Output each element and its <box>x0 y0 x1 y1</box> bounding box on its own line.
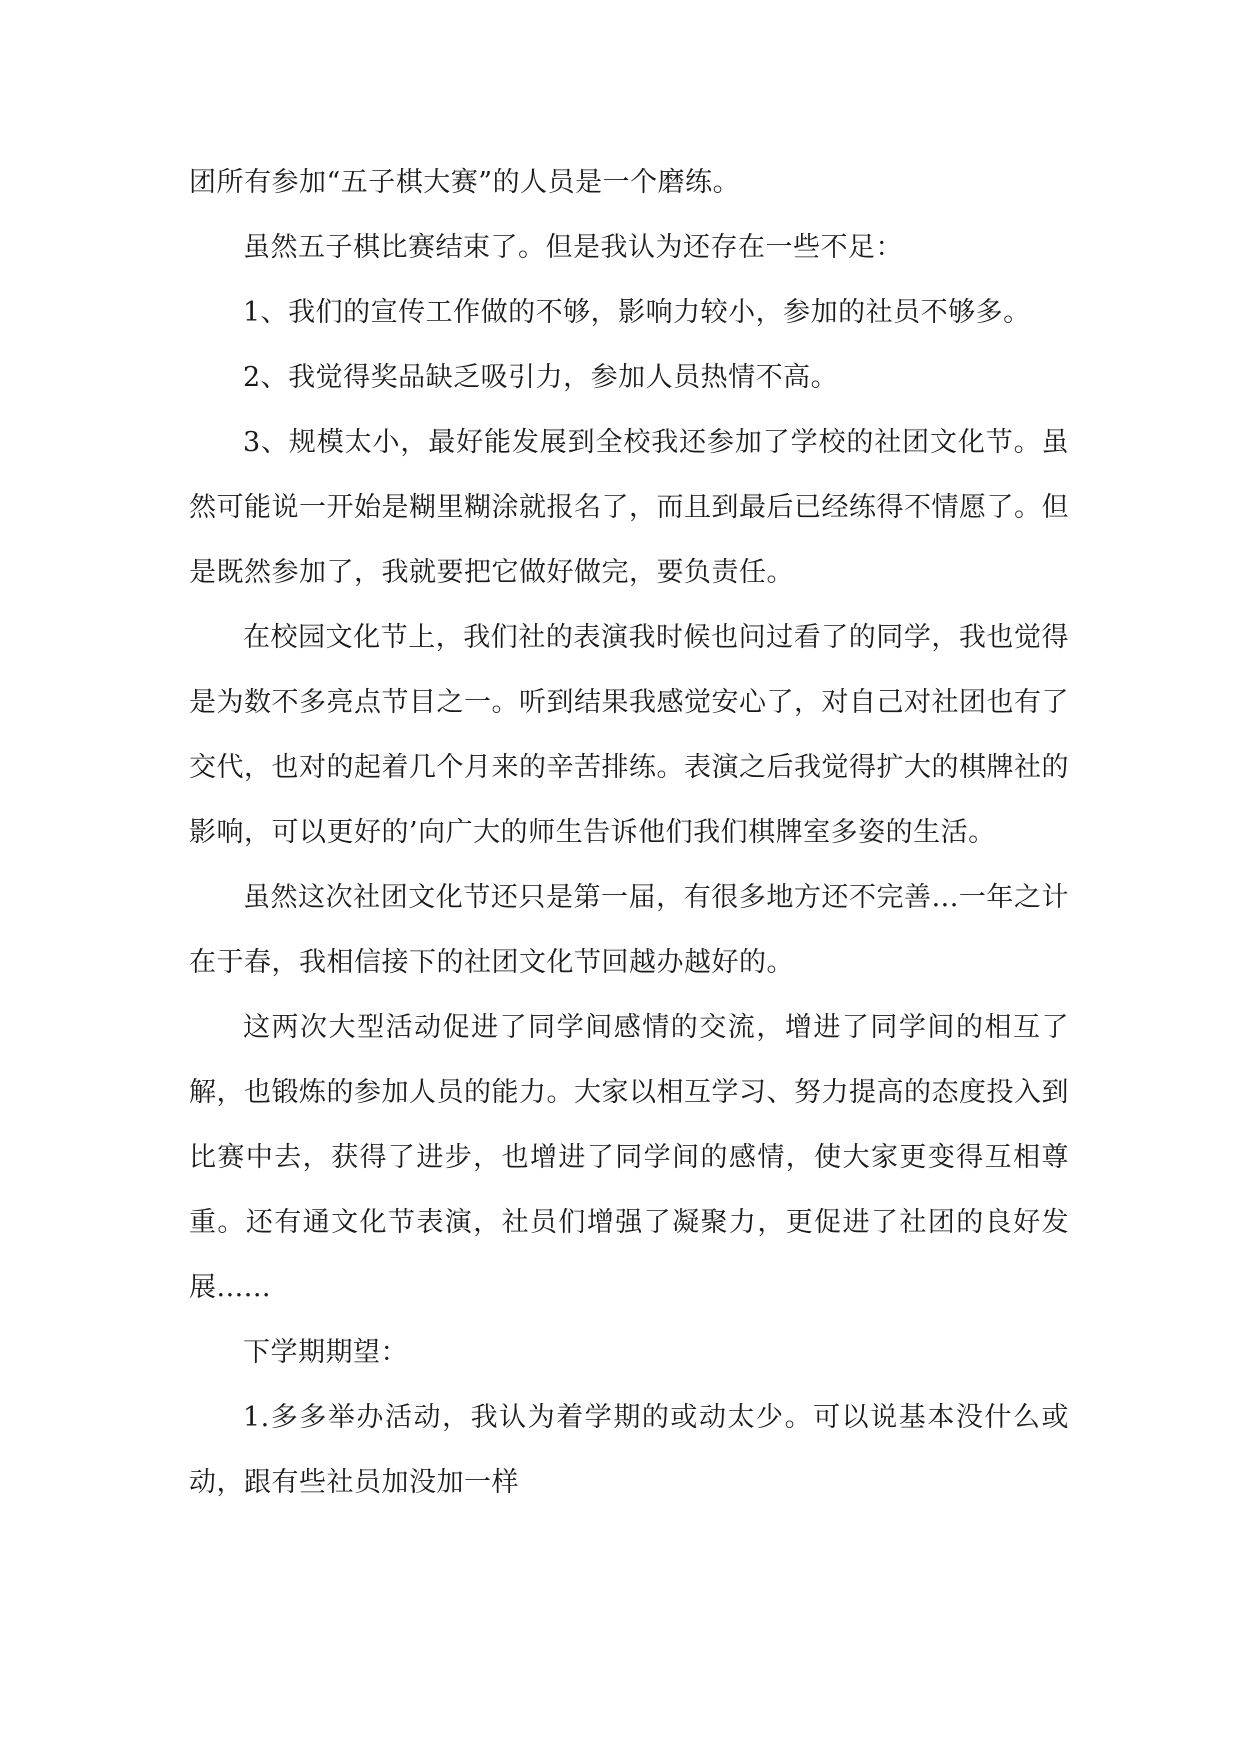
document-body <box>189 150 1069 1515</box>
paragraph: 在校园文化节上，我们社的表演我时候也问过看了的同学，我也觉得是为数不多亮点节目之一。听到结果我感觉安心了，对自己对社团也有了交代，也对的起着几个月来的辛苦排练。表演之后我觉得扩大的棋牌社的影响，可以更好的’向广大的师生告诉他们我们棋牌室多姿的生活。 <box>189 622 1069 848</box>
section-heading: 下学期期望： <box>243 1337 408 1368</box>
list-item: 1.多多举办活动，我认为着学期的或动太少。可以说基本没什么或动，跟有些社员加没加一样 <box>189 1402 1069 1498</box>
paragraph: 这两次大型活动促进了同学间感情的交流，增进了同学间的相互了解，也锻炼的参加人员的能力。大家以相互学习、努力提高的态度投入到比赛中去，获得了进步，也增进了同学间的感情，使大家更变得互相尊重。还有通文化节表演，社员们增强了凝聚力，更促进了社团的良好发展...... <box>189 1012 1069 1303</box>
list-item: 1、我们的宣传工作做的不够，影响力较小，参加的社员不够多。 <box>243 297 1031 328</box>
paragraph: 虽然这次社团文化节还只是第一届，有很多地方还不完善...一年之计在于春，我相信接下的社团文化节回越办越好的。 <box>189 882 1069 978</box>
list-item: 2、我觉得奖品缺乏吸引力，参加人员热情不高。 <box>243 362 839 393</box>
paragraph: 团所有参加“五子棋大赛”的人员是一个磨练。 <box>189 167 741 198</box>
list-item: 3、规模太小，最好能发展到全校我还参加了学校的社团文化节。虽然可能说一开始是糊里糊涂就报名了，而且到最后已经练得不情愿了。但是既然参加了，我就要把它做好做完，要负责任。 <box>189 427 1069 588</box>
paragraph: 虽然五子棋比赛结束了。但是我认为还存在一些不足： <box>243 232 903 263</box>
